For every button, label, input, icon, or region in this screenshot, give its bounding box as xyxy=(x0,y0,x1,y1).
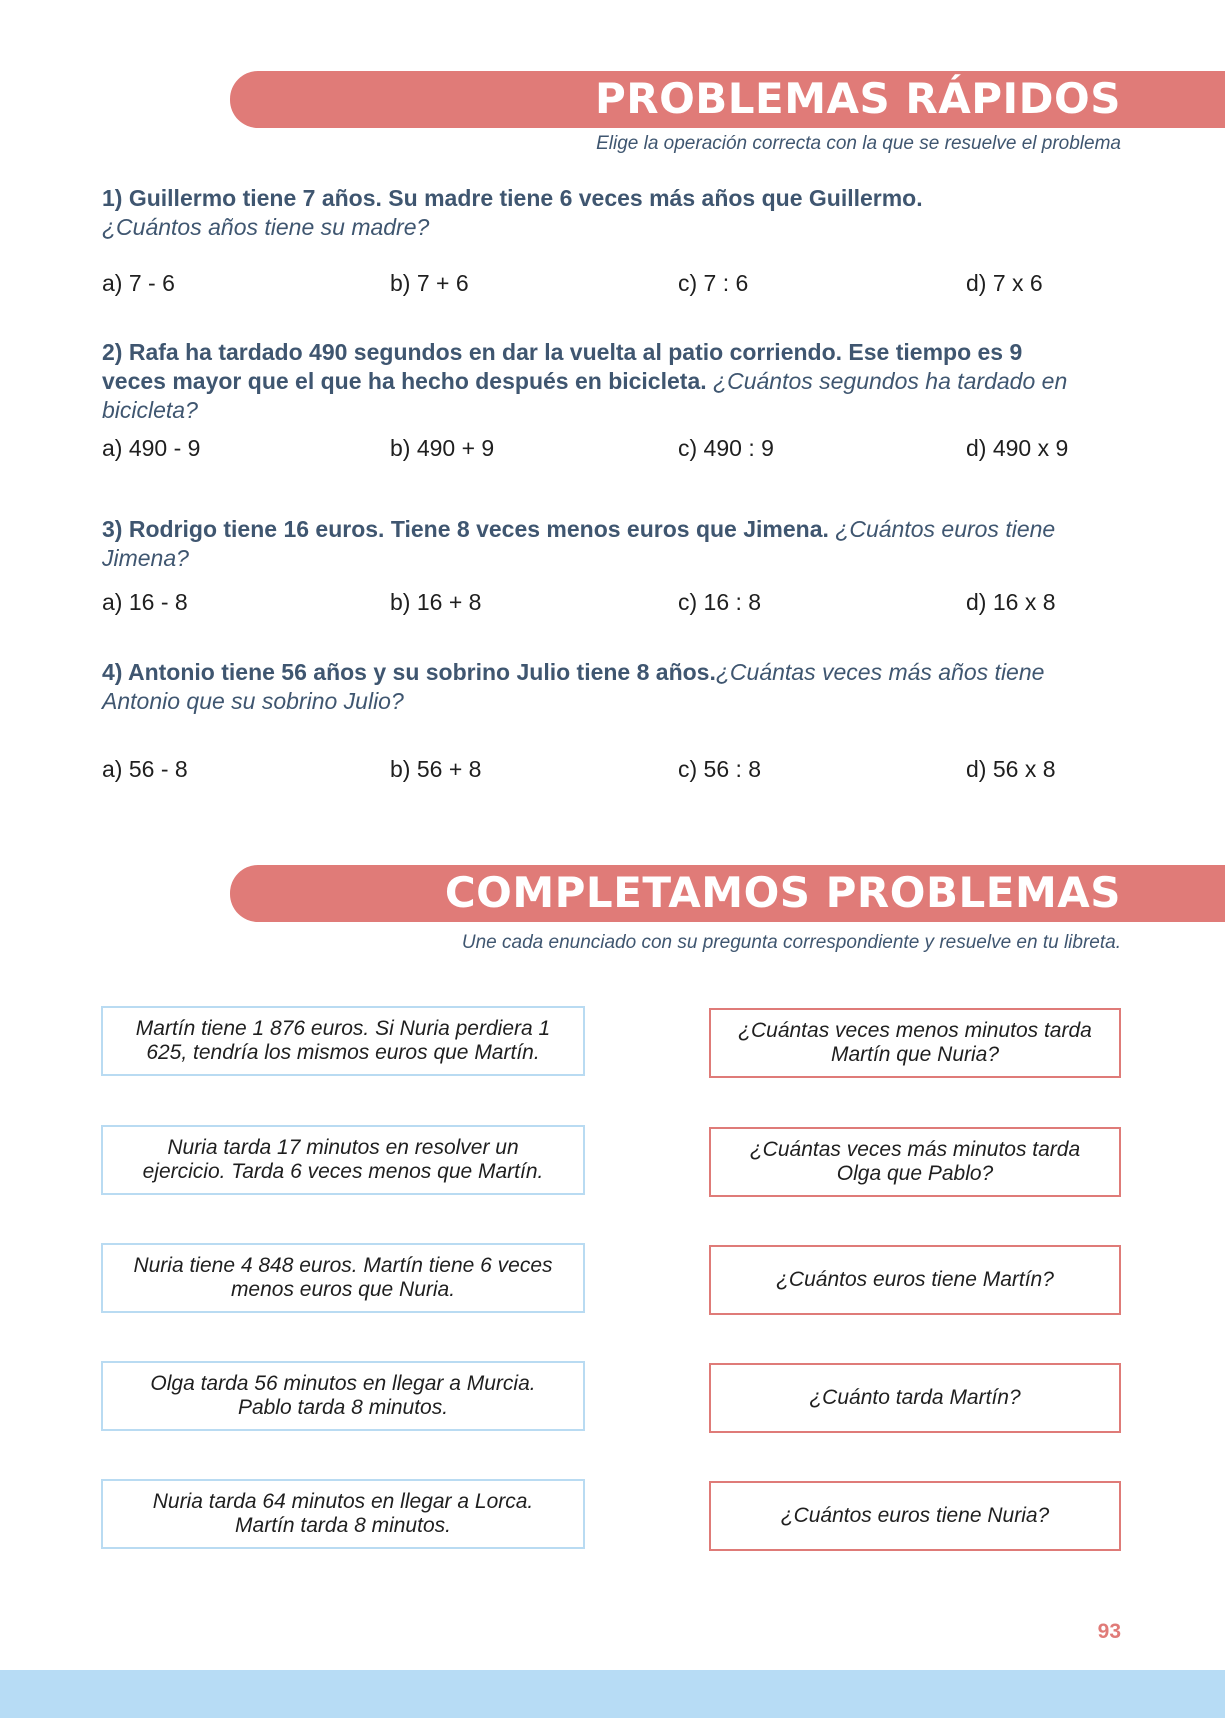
problem-statement: 4) Antonio tiene 56 años y su sobrino Julio tiene 8 años. xyxy=(102,659,716,685)
option-b[interactable]: b) 16 + 8 xyxy=(390,589,482,615)
problem-2 xyxy=(102,338,1092,425)
problem-3 xyxy=(102,515,1122,573)
option-a[interactable]: a) 16 - 8 xyxy=(102,589,188,615)
question-box[interactable]: ¿Cuántos euros tiene Martín? xyxy=(709,1245,1121,1315)
problem-4 xyxy=(102,658,1102,716)
option-b[interactable]: b) 490 + 9 xyxy=(390,435,495,461)
option-d[interactable]: d) 490 x 9 xyxy=(966,435,1069,461)
option-b[interactable]: b) 7 + 6 xyxy=(390,270,469,296)
problem-statement: 3) Rodrigo tiene 16 euros. Tiene 8 veces menos euros que Jimena. xyxy=(102,516,829,542)
option-a[interactable]: a) 56 - 8 xyxy=(102,756,188,782)
problem-statement: 1) Guillermo tiene 7 años. Su madre tiene 6 veces más años que Guillermo. xyxy=(102,185,923,211)
section-title: PROBLEMAS RÁPIDOS xyxy=(594,74,1121,123)
problem-question: ¿Cuántos años tiene su madre? xyxy=(102,214,430,240)
statement-box[interactable]: Olga tarda 56 minutos en llegar a Murcia. Pablo tarda 8 minutos. xyxy=(101,1361,585,1431)
option-d[interactable]: d) 16 x 8 xyxy=(966,589,1056,615)
question-box[interactable]: ¿Cuántas veces más minutos tarda Olga que Pablo? xyxy=(709,1127,1121,1197)
page-number: 93 xyxy=(1097,1620,1121,1643)
statement-box[interactable]: Nuria tarda 64 minutos en llegar a Lorca. Martín tarda 8 minutos. xyxy=(101,1479,585,1549)
statement-box[interactable]: Nuria tarda 17 minutos en resolver un ejercicio. Tarda 6 veces menos que Martín. xyxy=(101,1125,585,1195)
section-title: COMPLETAMOS PROBLEMAS xyxy=(444,868,1121,917)
problem-question: ¿Cuántos euros tiene Jimena? xyxy=(102,516,1056,571)
section-subtitle: Elige la operación correcta con la que se resuelve el problema xyxy=(596,133,1121,154)
section-subtitle: Une cada enunciado con su pregunta correspondiente y resuelve en tu libreta. xyxy=(461,932,1121,953)
question-box[interactable]: ¿Cuántas veces menos minutos tarda Martín que Nuria? xyxy=(709,1008,1121,1078)
option-d[interactable]: d) 56 x 8 xyxy=(966,756,1056,782)
problem-statement: 2) Rafa ha tardado 490 segundos en dar la vuelta al patio corriendo. Ese tiempo es 9 veces mayor que el que ha hecho después en bicicleta. xyxy=(102,339,1023,394)
statement-box[interactable]: Nuria tiene 4 848 euros. Martín tiene 6 veces menos euros que Nuria. xyxy=(101,1243,585,1313)
footer-band xyxy=(0,1670,1225,1718)
option-c[interactable]: c) 7 : 6 xyxy=(678,270,749,296)
question-box[interactable]: ¿Cuánto tarda Martín? xyxy=(709,1363,1121,1433)
problem-question: ¿Cuántos segundos ha tardado en bicicleta? xyxy=(102,368,1068,423)
statement-box[interactable]: Martín tiene 1 876 euros. Si Nuria perdiera 1 625, tendría los mismos euros que Martín. xyxy=(101,1006,585,1076)
option-c[interactable]: c) 16 : 8 xyxy=(678,589,762,615)
option-d[interactable]: d) 7 x 6 xyxy=(966,270,1043,296)
option-a[interactable]: a) 7 - 6 xyxy=(102,270,175,296)
option-c[interactable]: c) 56 : 8 xyxy=(678,756,762,782)
option-a[interactable]: a) 490 - 9 xyxy=(102,435,201,461)
problem-1 xyxy=(102,184,1122,242)
section-banner-problemas-rapidos xyxy=(230,71,1225,128)
problem-question: ¿Cuántas veces más años tiene Antonio que su sobrino Julio? xyxy=(102,659,1045,714)
question-box[interactable]: ¿Cuántos euros tiene Nuria? xyxy=(709,1481,1121,1551)
section-banner-completamos-problemas xyxy=(230,865,1225,922)
option-b[interactable]: b) 56 + 8 xyxy=(390,756,482,782)
option-c[interactable]: c) 490 : 9 xyxy=(678,435,774,461)
